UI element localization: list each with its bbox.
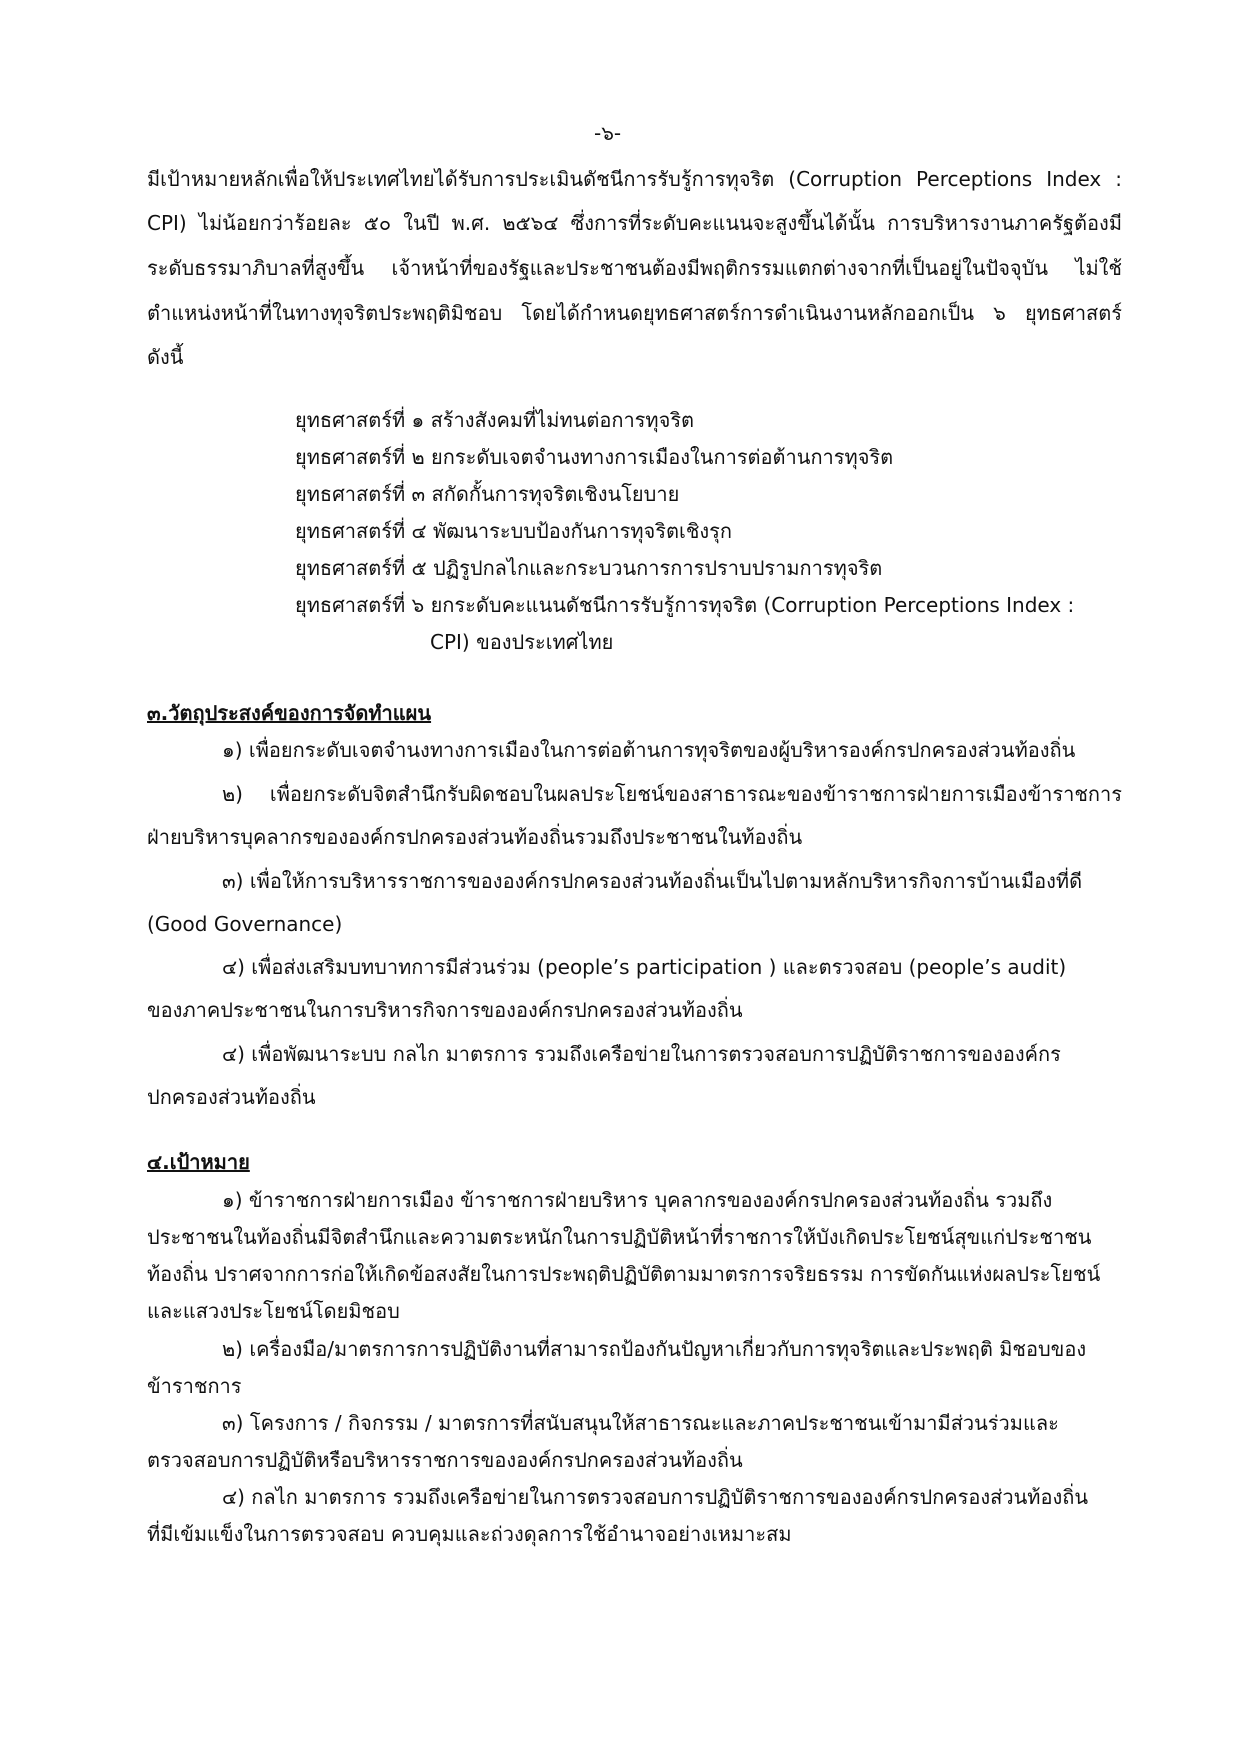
section-heading-objectives: ๓.วัตถุประสงค์ของการจัดทำแผน <box>147 701 432 725</box>
target-item-continued: ตรวจสอบการปฏิบัติหรือบริหารราชการขององค์กรปกครองส่วนท้องถิ่น <box>147 1448 743 1472</box>
strategy-item: ยุทธศาสตร์ที่ ๓ สกัดกั้นการทุจริตเชิงนโยบาย <box>295 482 680 506</box>
strategy-item: ยุทธศาสตร์ที่ ๒ ยกระดับเจตจำนงทางการเมืองในการต่อต้านการทุจริต <box>295 445 894 469</box>
target-item: ๒) เครื่องมือ/มาตรการการปฏิบัติงานที่สามารถป้องกันปัญหาเกี่ยวกับการทุจริตและประพฤติ มิชอบของ <box>222 1337 1087 1361</box>
strategy-item: ยุทธศาสตร์ที่ ๑ สร้างสังคมที่ไม่ทนต่อการทุจริต <box>295 408 695 432</box>
strategy-item-continued: CPI) ของประเทศไทย <box>430 630 614 654</box>
objective-item-continued: (Good Governance) <box>147 912 343 936</box>
objective-item: ๔) เพื่อส่งเสริมบทบาทการมีส่วนร่วม (people’s participation ) และตรวจสอบ (people’s audit) <box>222 955 1067 979</box>
strategy-item: ยุทธศาสตร์ที่ ๔ พัฒนาระบบป้องกันการทุจริตเชิงรุก <box>295 519 733 543</box>
intro-line: ดังนี้ <box>147 345 184 369</box>
strategy-item: ยุทธศาสตร์ที่ ๖ ยกระดับคะแนนดัชนีการรับรู้การทุจริต (Corruption Perceptions Index : <box>295 593 1075 617</box>
objective-item: ๒) เพื่อยกระดับจิตสำนึกรับผิดชอบในผลประโยชน์ของสาธารณะของข้าราชการฝ่ายการเมืองข้าราชการ <box>222 782 1122 806</box>
intro-line: ระดับธรรมาภิบาลที่สูงขึ้น เจ้าหน้าที่ของรัฐและประชาชนต้องมีพฤติกรรมแตกต่างจากที่เป็นอยู่ในปัจจุบัน ไม่ใช้ <box>147 256 1122 280</box>
objective-item-continued: ของภาคประชาชนในการบริหารกิจการขององค์กรปกครองส่วนท้องถิ่น <box>147 998 743 1022</box>
target-item-continued: ข้าราชการ <box>147 1374 242 1398</box>
objective-item-continued: ฝ่ายบริหารบุคลากรขององค์กรปกครองส่วนท้องถิ่นรวมถึงประชาชนในท้องถิ่น <box>147 825 803 849</box>
target-item: ๔) กลไก มาตรการ รวมถึงเครือข่ายในการตรวจสอบการปฏิบัติราชการขององค์กรปกครองส่วนท้องถิ่น <box>222 1485 1089 1509</box>
section-heading-targets: ๔.เป้าหมาย <box>147 1150 250 1174</box>
target-item: ๓) โครงการ / กิจกรรม / มาตรการที่สนับสนุนให้สาธารณะและภาคประชาชนเข้ามามีส่วนร่วมและ <box>222 1411 1059 1435</box>
target-item-continued: ท้องถิ่น ปราศจากการก่อให้เกิดข้อสงสัยในการประพฤติปฏิบัติตามมาตรการจริยธรรม การขัดกันแห่งผลประโยชน์ <box>147 1262 1101 1286</box>
objective-item-continued: ปกครองส่วนท้องถิ่น <box>147 1085 316 1109</box>
target-item-continued: และแสวงประโยชน์โดยมิชอบ <box>147 1299 400 1323</box>
intro-line: มีเป้าหมายหลักเพื่อให้ประเทศไทยได้รับการประเมินดัชนีการรับรู้การทุจริต (Corruption Perceptions Index : <box>147 167 1122 191</box>
objective-item: ๓) เพื่อให้การบริหารราชการขององค์กรปกครองส่วนท้องถิ่นเป็นไปตามหลักบริหารกิจการบ้านเมืองที่ดี <box>222 869 1083 893</box>
strategy-item: ยุทธศาสตร์ที่ ๕ ปฏิรูปกลไกและกระบวนการการปราบปรามการทุจริต <box>295 556 883 580</box>
intro-line: CPI) ไม่น้อยกว่าร้อยละ ๕๐ ในปี พ.ศ. ๒๕๖๔ ซึ่งการที่ระดับคะแนนจะสูงขึ้นได้นั้น การบริหารงานภาครัฐต้องมี <box>147 211 1122 235</box>
page-number: -๖- <box>594 121 622 145</box>
target-item-continued: ที่มีเข้มแข็งในการตรวจสอบ ควบคุมและถ่วงดุลการใช้อำนาจอย่างเหมาะสม <box>147 1522 792 1546</box>
objective-item: ๑) เพื่อยกระดับเจตจำนงทางการเมืองในการต่อต้านการทุจริตของผู้บริหารองค์กรปกครองส่วนท้องถิ่น <box>222 738 1076 762</box>
objective-item: ๔) เพื่อพัฒนาระบบ กลไก มาตรการ รวมถึงเครือข่ายในการตรวจสอบการปฏิบัติราชการขององค์กร <box>222 1042 1061 1066</box>
intro-line: ตำแหน่งหน้าที่ในทางทุจริตประพฤติมิชอบ โดยได้กำหนดยุทธศาสตร์การดำเนินงานหลักออกเป็น ๖ ยุทธศาสตร์ <box>147 301 1122 325</box>
target-item-continued: ประชาชนในท้องถิ่นมีจิตสำนึกและความตระหนักในการปฏิบัติหน้าที่ราชการให้บังเกิดประโยชน์สุขแก่ประชาชน <box>147 1225 1092 1249</box>
target-item: ๑) ข้าราชการฝ่ายการเมือง ข้าราชการฝ่ายบริหาร บุคลากรขององค์กรปกครองส่วนท้องถิ่น รวมถึง <box>222 1188 1053 1212</box>
